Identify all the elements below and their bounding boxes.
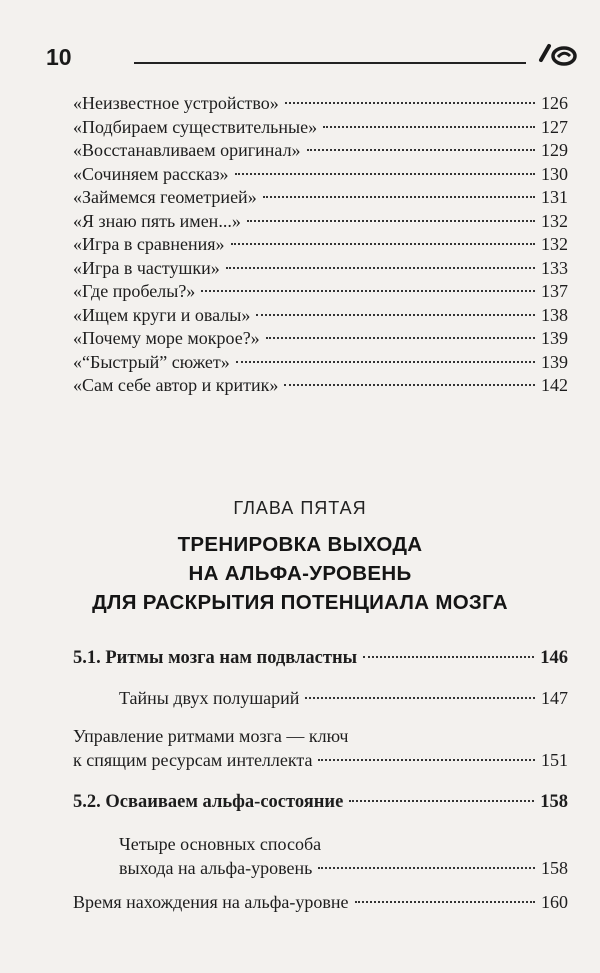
toc-entry[interactable] (73, 92, 568, 116)
dot-leader (355, 901, 535, 903)
toc-entry-title: «Сам себе автор и критик» (73, 375, 279, 395)
dot-leader (318, 759, 535, 761)
chapter-title-line: ДЛЯ РАСКРЫТИЯ ПОТЕНЦИАЛА МОЗГА (92, 591, 508, 614)
toc-entry-page: 133 (541, 257, 568, 278)
section-5-2[interactable] (73, 792, 568, 813)
dot-leader (235, 173, 535, 175)
dot-leader (284, 384, 535, 386)
toc-entry-page: 130 (541, 163, 568, 184)
chapter-title (0, 530, 600, 617)
toc-entry[interactable] (73, 186, 568, 210)
dot-leader (266, 337, 535, 339)
toc-entry-page: 139 (541, 328, 568, 348)
toc-entry-page: 127 (541, 116, 568, 137)
section-page: 158 (540, 792, 568, 812)
dot-leader (231, 243, 535, 245)
toc-entry-page: 132 (541, 210, 568, 231)
toc-entry-page: 138 (541, 304, 568, 325)
subsection-entry[interactable] (73, 724, 568, 772)
page-header (0, 0, 600, 80)
toc-entry-title: «Неизвестное устройство» (73, 93, 279, 113)
subsection-page: 147 (541, 688, 568, 708)
toc-entry-title: «Ищем круги и овалы» (73, 304, 251, 325)
subsection-title-line: Четыре основных способа (119, 834, 322, 854)
dot-leader (247, 220, 535, 222)
dot-leader (363, 656, 534, 658)
toc-entry[interactable] (73, 139, 568, 163)
toc-entry-page: 126 (541, 93, 568, 113)
toc-entry[interactable] (73, 327, 568, 351)
toc-entry-title: «Игра в частушки» (73, 257, 220, 278)
subsection-title-line: выхода на альфа-уровень (119, 858, 313, 878)
section-title: 5.2. Осваиваем альфа-состояние (73, 792, 344, 812)
dot-leader (318, 867, 535, 869)
toc-entry-title: «Подбираем существительные» (73, 116, 318, 137)
toc-entry[interactable] (73, 233, 568, 257)
dot-leader (349, 800, 534, 802)
toc-entry-page: 137 (541, 281, 568, 301)
dot-leader (285, 102, 535, 104)
dot-leader (307, 149, 535, 151)
subsection-entry[interactable] (119, 688, 568, 709)
toc-entry-page: 131 (541, 187, 568, 207)
subsection-entry[interactable] (119, 832, 568, 880)
subsection-page: 160 (541, 892, 568, 912)
page-number: 10 (46, 44, 72, 70)
chapter-label: ГЛАВА ПЯТАЯ (233, 498, 367, 518)
toc-entry-title: «“Быстрый” сюжет» (73, 351, 230, 372)
header-rule (134, 62, 526, 64)
chapter-title-line: НА АЛЬФА-УРОВЕНЬ (188, 562, 412, 585)
subsection-page: 151 (541, 750, 568, 770)
toc-entry-title: «Восстанавливаем оригинал» (73, 140, 301, 160)
toc-entry[interactable] (73, 257, 568, 281)
subsection-title: Время нахождения на альфа-уровне (73, 892, 349, 912)
chapter-title-line: ТРЕНИРОВКА ВЫХОДА (177, 533, 423, 556)
subsection-title-line: к спящим ресурсам интеллекта (73, 750, 313, 770)
toc-entry[interactable] (73, 163, 568, 187)
toc-entry-list (73, 92, 568, 398)
toc-entry[interactable] (73, 280, 568, 304)
dot-leader (201, 290, 535, 292)
toc-entry[interactable] (73, 116, 568, 140)
toc-entry-title: «Игра в сравнения» (73, 234, 225, 254)
toc-entry[interactable] (73, 374, 568, 398)
toc-entry-title: «Почему море мокрое?» (73, 328, 260, 348)
dot-leader (323, 126, 535, 128)
section-page: 146 (540, 648, 568, 668)
toc-entry-title: «Где пробелы?» (73, 281, 196, 301)
toc-entry-page: 129 (541, 140, 568, 160)
toc-entry-title: «Я знаю пять имен...» (73, 210, 241, 231)
subsection-entry[interactable] (73, 892, 568, 913)
toc-entry-page: 132 (541, 234, 568, 254)
section-5-1[interactable] (73, 648, 568, 669)
dot-leader (256, 314, 535, 316)
toc-entry-page: 139 (541, 351, 568, 372)
toc-entry[interactable] (73, 210, 568, 234)
toc-entry-page: 142 (541, 375, 568, 395)
subsection-title: Тайны двух полушарий (119, 688, 300, 708)
toc-entry[interactable] (73, 351, 568, 375)
dot-leader (236, 361, 535, 363)
toc-entry[interactable] (73, 304, 568, 328)
dot-leader (305, 697, 535, 699)
section-title: 5.1. Ритмы мозга нам подвластны (73, 648, 358, 668)
dot-leader (226, 267, 535, 269)
dot-leader (263, 196, 535, 198)
subsection-page: 158 (541, 858, 568, 878)
toc-entry-title: «Займемся геометрией» (73, 187, 257, 207)
toc-entry-title: «Сочиняем рассказ» (73, 163, 229, 184)
subsection-title-line: Управление ритмами мозга — ключ (73, 726, 349, 746)
publisher-logo-icon (538, 40, 580, 68)
